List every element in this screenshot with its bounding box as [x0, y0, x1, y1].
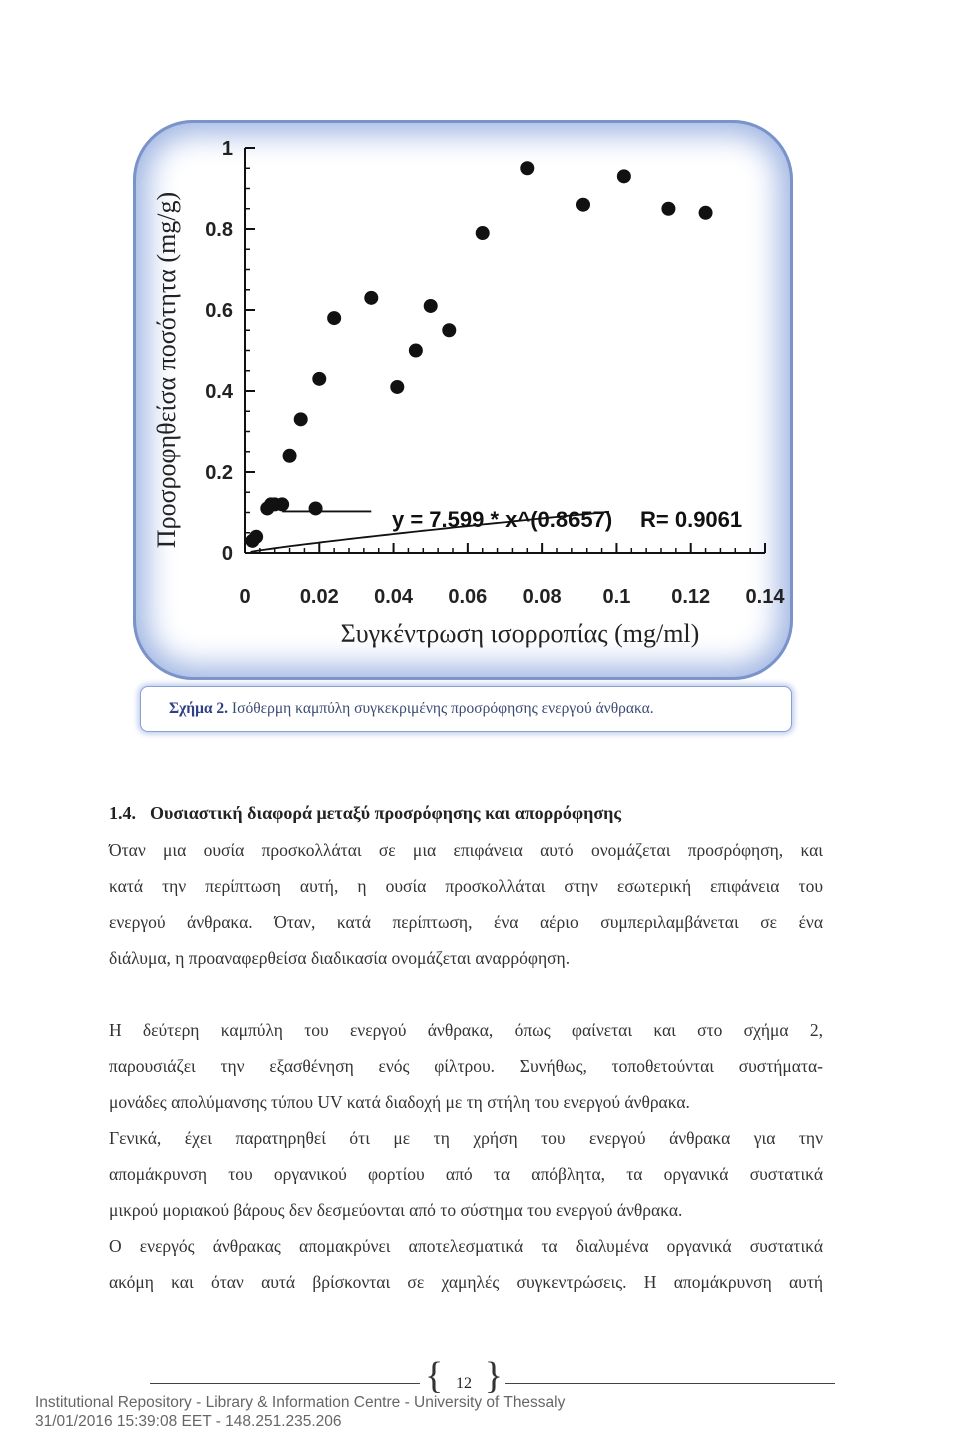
- data-point: [309, 501, 323, 515]
- data-point: [476, 226, 490, 240]
- chart-labels: [152, 192, 742, 648]
- y-tick-label: 0.6: [205, 300, 233, 322]
- y-tick-label: 0.4: [205, 381, 233, 403]
- data-point: [661, 202, 675, 216]
- chart-axes: [245, 148, 765, 553]
- data-point: [249, 530, 263, 544]
- y-axis-title: Προσροφηθείσα ποσότητα (mg/g): [152, 191, 181, 549]
- y-tick-label: 0: [221, 543, 233, 565]
- section-heading: [109, 803, 621, 824]
- x-tick-label: 0.14: [745, 586, 785, 608]
- y-tick-label: 0.8: [205, 219, 233, 241]
- paragraph-line: διάλυμα, η προαναφερθείσα διαδικασία ονομάζεται αναρρόφηση.: [109, 948, 571, 968]
- footer-rule-left: [150, 1383, 420, 1384]
- x-tick-label: 0.02: [299, 586, 339, 608]
- paragraph-1: [109, 832, 823, 976]
- page-number-value: 12: [456, 1375, 472, 1392]
- x-tick-label: 0.06: [448, 586, 488, 608]
- section-title: Ουσιαστική διαφορά μεταξύ προσρόφησης και απορρόφησης: [150, 803, 621, 823]
- paragraph-line: ακόμη και όταν αυτά βρίσκονται σε χαμηλές συγκεντρώσεις. Η απομάκρυνση αυτή: [109, 1272, 823, 1292]
- paragraph-line: Όταν μια ουσία προσκολλάται σε μια επιφάνεια αυτό ονομάζεται προσρόφηση, και: [109, 840, 823, 860]
- paragraph-line: Ο ενεργός άνθρακας απομακρύνει αποτελεσματικά τα διαλυμένα οργανικά συστατικά: [109, 1236, 823, 1256]
- timestamp-line: 31/01/2016 15:39:08 EET - 148.251.235.206: [35, 1413, 342, 1430]
- repository-line: Institutional Repository - Library & Information Centre - University of Thessaly: [35, 1394, 566, 1411]
- data-point: [576, 198, 590, 212]
- y-tick-label: 0.2: [205, 462, 233, 484]
- paragraph-line: ενεργού άνθρακα. Όταν, κατά περίπτωση, ένα αέριο συμπεριλαμβάνεται σε ένα: [109, 912, 823, 932]
- figure-caption: [140, 686, 792, 732]
- data-point: [283, 449, 297, 463]
- caption-text: Ισόθερμη καμπύλη συγκεκριμένης προσρόφησης ενεργού άνθρακα.: [231, 700, 654, 717]
- paragraph-line: Η δεύτερη καμπύλη του ενεργού άνθρακα, όπως φαίνεται και στο σχήμα 2,: [109, 1020, 823, 1040]
- x-axis-title: Συγκέντρωση ισορροπίας (mg/ml): [340, 619, 700, 648]
- x-tick-label: 0.12: [671, 586, 711, 608]
- data-point: [327, 311, 341, 325]
- paragraph-line: κατά την περίπτωση αυτή, η ουσία προσκολλάται στην εσωτερική επιφάνεια του: [109, 876, 823, 896]
- paragraph-2: [109, 1012, 823, 1300]
- data-point: [699, 206, 713, 220]
- fit-equation-label: y = 7.599 * x^(0.8657): [392, 507, 613, 532]
- data-point: [424, 299, 438, 313]
- adsorption-isotherm-chart: [0, 0, 960, 700]
- y-tick-label: 1: [221, 138, 233, 160]
- data-point: [390, 380, 404, 394]
- data-point: [442, 323, 456, 337]
- data-point: [617, 169, 631, 183]
- data-point: [364, 291, 378, 305]
- x-tick-label: 0.04: [374, 586, 414, 608]
- data-point: [294, 412, 308, 426]
- paragraph-line: παρουσιάζει την εξασθένηση ενός φίλτρου. Συνήθως, τοποθετούνται συστήματα-: [109, 1056, 823, 1076]
- data-point: [275, 497, 289, 511]
- data-point: [312, 372, 326, 386]
- caption-label: Σχήμα 2.: [169, 700, 229, 717]
- x-tick-label: 0.08: [522, 586, 562, 608]
- x-tick-label: 0: [239, 586, 251, 608]
- chart-ticks: [205, 138, 785, 608]
- paragraph-line: Γενικά, έχει παρατηρηθεί ότι με τη χρήση του ενεργού άνθρακα για την: [109, 1128, 823, 1148]
- footer-rule-right: [505, 1383, 835, 1384]
- paragraph-line: μονάδες απολύμανσης τύπου UV κατά διαδοχή με τη στήλη του ενεργού άνθρακα.: [109, 1092, 690, 1112]
- paragraph-line: μικρού μοριακού βάρους δεν δεσμεύονται από το σύστημα του ενεργού άνθρακα.: [109, 1200, 683, 1220]
- data-points: [245, 161, 712, 548]
- section-number: 1.4.: [109, 803, 136, 823]
- data-point: [409, 344, 423, 358]
- paragraph-line: απομάκρυνση του οργανικού φορτίου από τα απόβλητα, τα οργανικά συστατικά: [109, 1164, 823, 1184]
- x-tick-label: 0.1: [602, 586, 631, 608]
- data-point: [520, 161, 534, 175]
- right-brace-icon: }: [484, 1355, 503, 1397]
- fit-r-label: R= 0.9061: [640, 507, 743, 532]
- left-brace-icon: {: [425, 1355, 444, 1397]
